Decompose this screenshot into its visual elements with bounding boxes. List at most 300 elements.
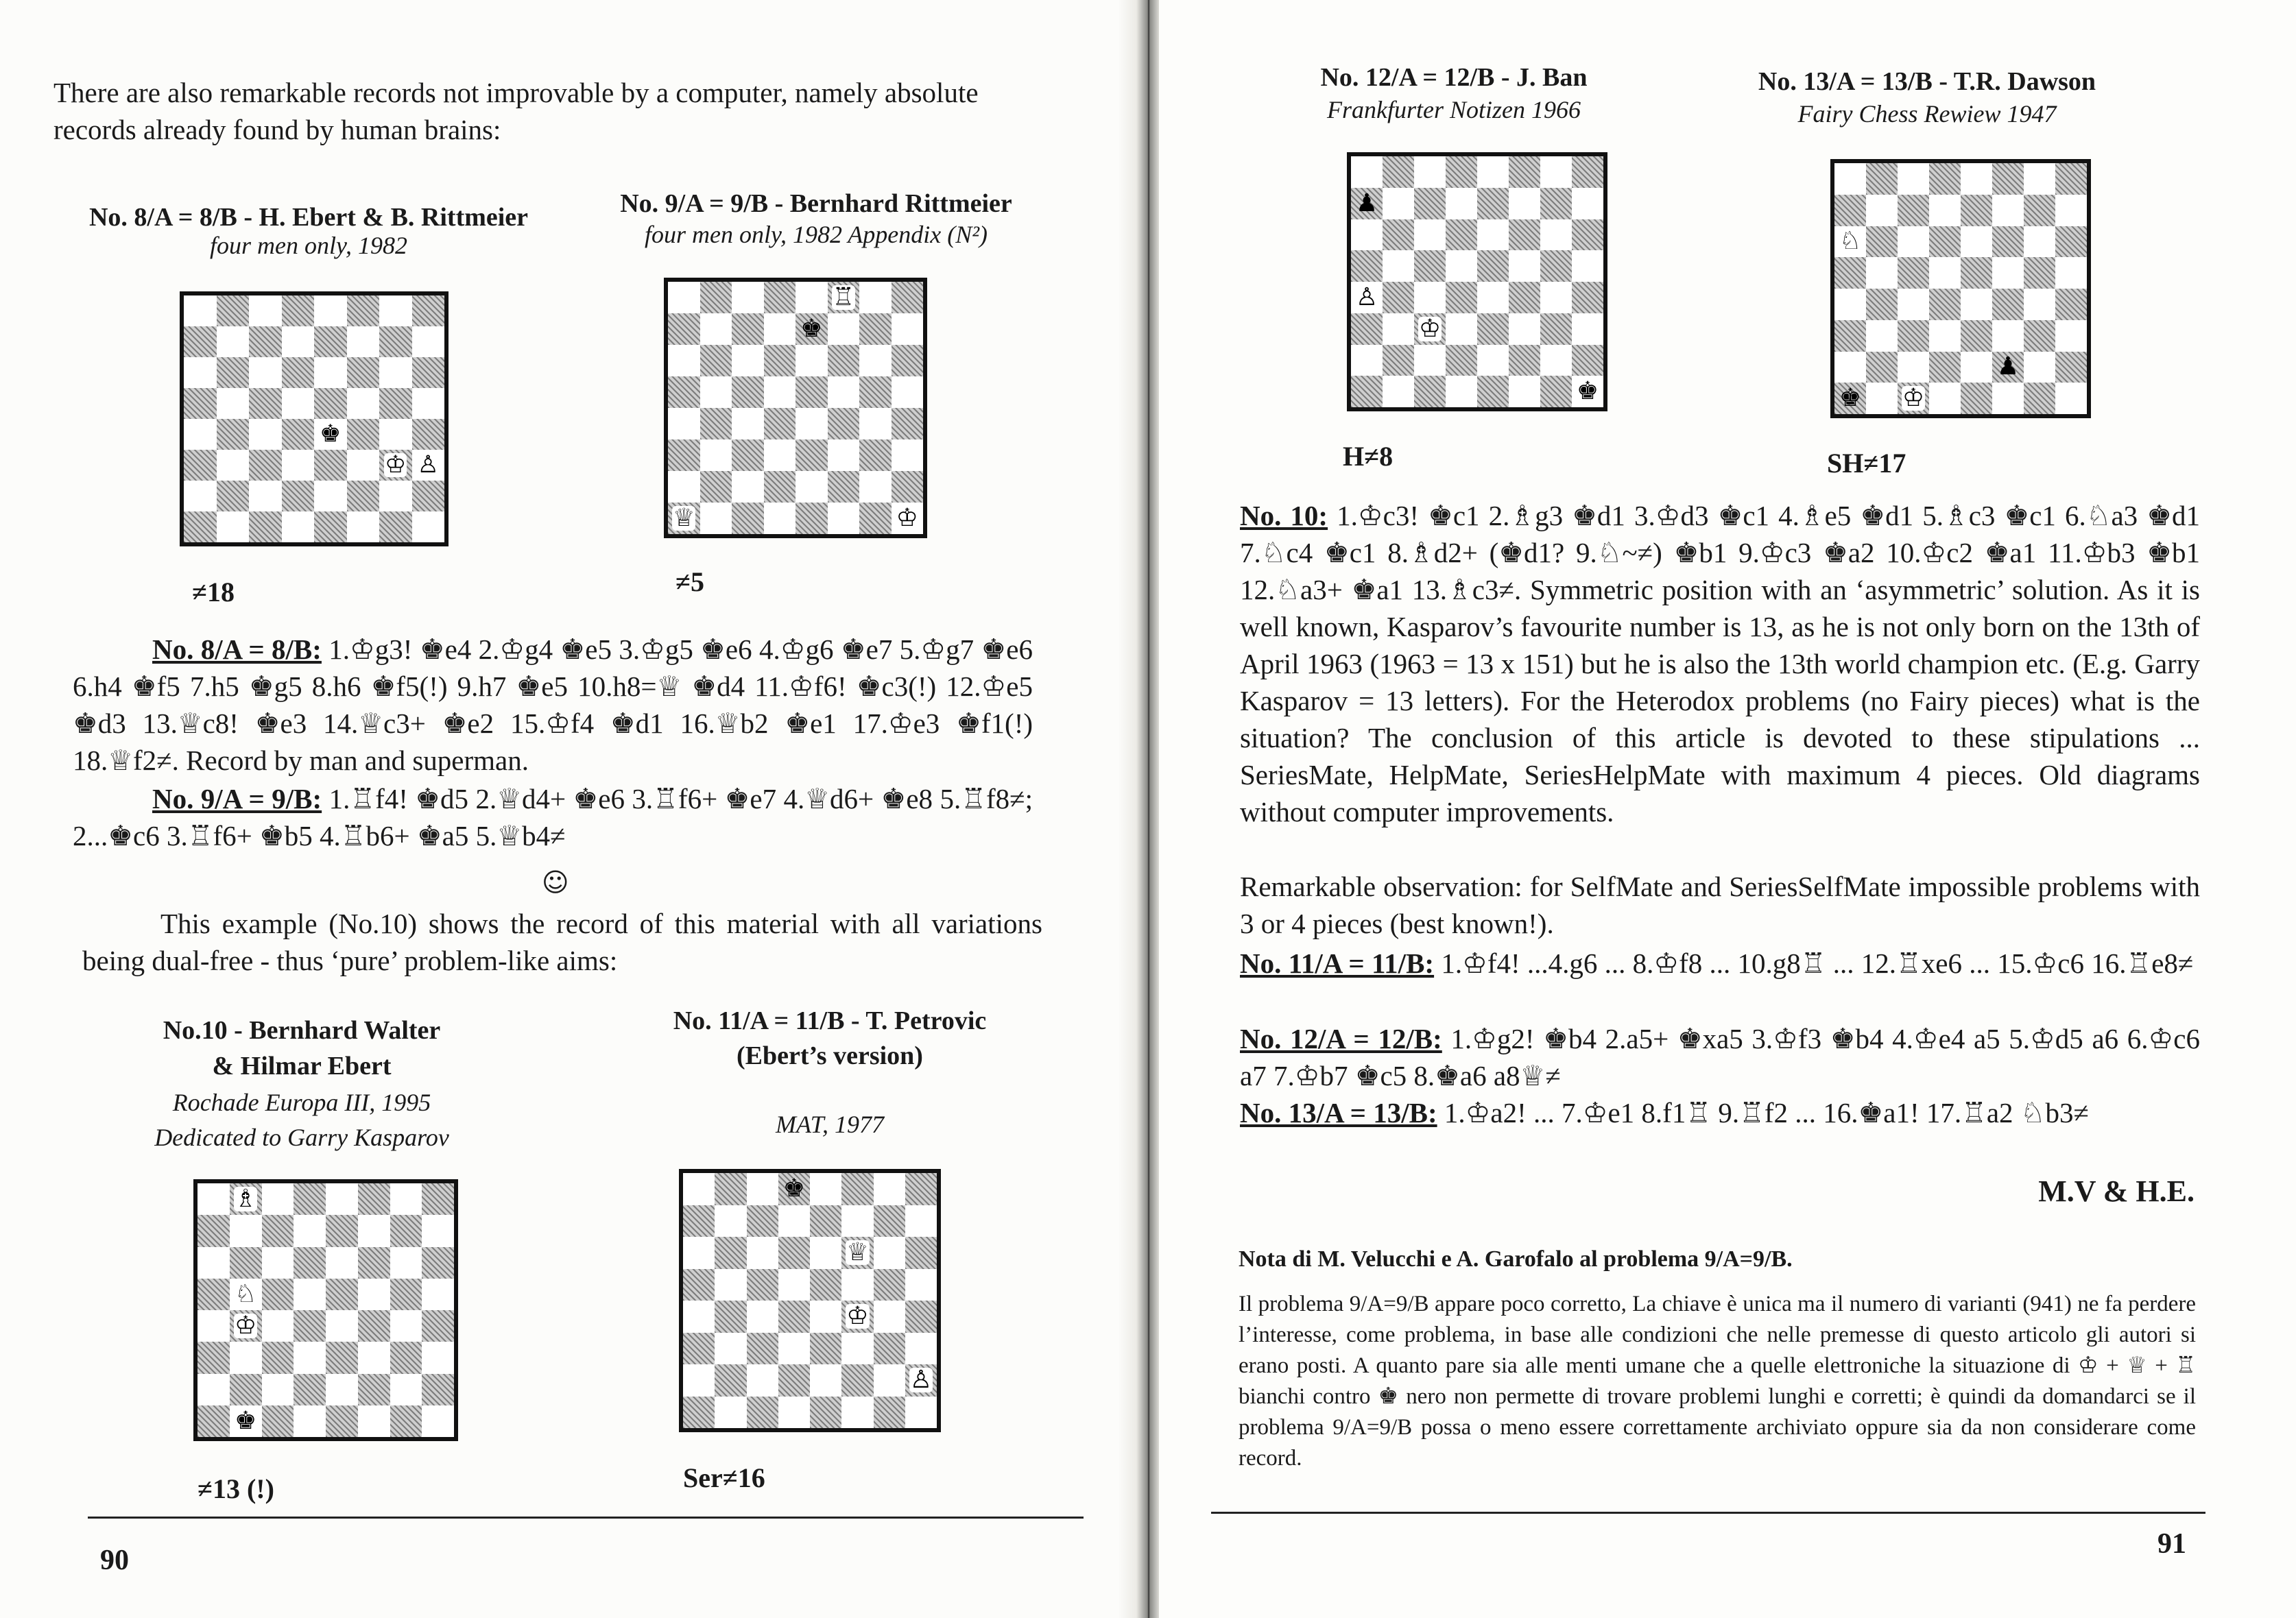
square-b5 <box>1383 250 1414 282</box>
square-b6 <box>715 1237 746 1269</box>
square-h2 <box>892 471 924 503</box>
square-e3 <box>810 1333 841 1365</box>
square-c2 <box>1414 345 1446 376</box>
square-d6 <box>282 357 315 388</box>
square-e2 <box>810 1364 841 1397</box>
square-h7 <box>422 1215 454 1246</box>
right-page <box>1159 0 2296 1618</box>
square-a5 <box>1834 257 1866 289</box>
square-e7 <box>314 326 347 357</box>
square-c5 <box>249 388 282 419</box>
square-e6 <box>1961 226 1992 258</box>
square-f8 <box>1992 163 2024 195</box>
square-d1 <box>1929 383 1961 414</box>
smiley-icon: ☺ <box>542 867 569 897</box>
square-a6 <box>668 345 700 376</box>
square-g5 <box>379 388 412 419</box>
square-g1 <box>1540 376 1572 407</box>
square-g1 <box>859 503 892 534</box>
square-f5 <box>1509 250 1540 282</box>
square-b7 <box>700 313 732 345</box>
solution-13 <box>1240 1094 2214 1131</box>
square-a2 <box>1834 352 1866 383</box>
solution-11-text: 1.♔f4! ...4.g6 ... 8.♔f8 ... 10.g8♖ ... 12.♖xe6 ... 15.♔c6 16.♖e8≠ <box>1434 947 2194 979</box>
square-d8 <box>294 1183 326 1215</box>
square-g8 <box>874 1173 905 1205</box>
piece-black-b1: ♚ <box>234 1406 257 1435</box>
square-c4 <box>1414 282 1446 313</box>
square-d7 <box>1446 188 1477 219</box>
square-d3 <box>282 450 315 481</box>
square-b8 <box>700 282 732 313</box>
square-e1 <box>314 511 347 542</box>
solution-11 <box>1240 945 2200 982</box>
square-b1 <box>230 1405 262 1437</box>
square-g2 <box>1540 345 1572 376</box>
square-f6 <box>358 1247 390 1279</box>
square-c6 <box>249 357 282 388</box>
problem-8-diagram <box>180 291 449 546</box>
square-g8 <box>390 1183 422 1215</box>
square-c7 <box>1898 195 1929 226</box>
problem-11-heading-line2: (Ebert’s version) <box>737 1041 923 1070</box>
square-h8 <box>905 1173 937 1205</box>
square-d8 <box>778 1173 810 1205</box>
square-f8 <box>1509 156 1540 188</box>
square-c6 <box>1898 226 1929 258</box>
square-h6 <box>422 1247 454 1279</box>
square-e5 <box>314 388 347 419</box>
square-b7 <box>1383 188 1414 219</box>
problem-11-heading-line1: No. 11/A = 11/B - T. Petrovic <box>673 1006 987 1035</box>
square-b1 <box>1866 383 1898 414</box>
square-g7 <box>1540 188 1572 219</box>
square-h4 <box>2055 289 2087 320</box>
square-h6 <box>1572 219 1603 251</box>
square-a7 <box>1834 195 1866 226</box>
square-e4 <box>1477 282 1509 313</box>
square-h7 <box>1572 188 1603 219</box>
square-a8 <box>683 1173 715 1205</box>
square-a3 <box>1834 320 1866 352</box>
square-h8 <box>422 1183 454 1215</box>
square-d2 <box>1929 352 1961 383</box>
square-a8 <box>184 295 217 326</box>
square-g1 <box>379 511 412 542</box>
square-h2 <box>422 1374 454 1405</box>
square-c3 <box>1414 313 1446 345</box>
square-b5 <box>1866 257 1898 289</box>
square-f7 <box>841 1205 873 1237</box>
square-d3 <box>764 439 796 471</box>
square-d2 <box>1446 345 1477 376</box>
square-f2 <box>828 471 860 503</box>
square-h3 <box>2055 320 2087 352</box>
square-a2 <box>184 481 217 511</box>
square-c5 <box>1898 257 1929 289</box>
square-d6 <box>778 1237 810 1269</box>
square-a8 <box>1834 163 1866 195</box>
square-b8 <box>715 1173 746 1205</box>
square-d6 <box>764 345 796 376</box>
piece-white-a4: ♙ <box>1355 282 1378 311</box>
square-f6 <box>841 1237 873 1269</box>
square-g1 <box>2024 383 2055 414</box>
square-e8 <box>796 282 828 313</box>
square-a5 <box>184 388 217 419</box>
square-f1 <box>1509 376 1540 407</box>
square-c3 <box>262 1342 294 1373</box>
square-e3 <box>1477 313 1509 345</box>
square-d1 <box>282 511 315 542</box>
square-f2 <box>1992 352 2024 383</box>
piece-white-h1: ♔ <box>896 504 918 532</box>
square-a4 <box>184 419 217 450</box>
piece-black-h1: ♚ <box>1576 377 1599 406</box>
square-b1 <box>217 511 250 542</box>
square-e1 <box>810 1397 841 1429</box>
problem-11-diagram <box>679 1169 941 1432</box>
square-h1 <box>1572 376 1603 407</box>
nota-paragraph: Il problema 9/A=9/B appare poco corretto, La chiave è unica ma il numero di varianti (941) ne fa perdere l’interesse, come problema, in base alle condizioni che nelle premesse di questo articolo gli autori si erano posti. A quanto pare sia alle menti umane che a quelle elettroniche la situazione di ♔ + ♕ + ♖ bianchi contro ♚ nero non permette di trovare problemi lunghi e corretti; è quindi da domandarci se il problema 9/A=9/B possa o meno essere correttamente archiviato oppure sia da non considerare come record. <box>1239 1292 2196 1471</box>
square-e5 <box>810 1269 841 1301</box>
square-a2 <box>683 1364 715 1397</box>
square-b2 <box>1866 352 1898 383</box>
problem-11-stipulation: Ser≠16 <box>683 1462 765 1493</box>
square-h1 <box>2055 383 2087 414</box>
square-c1 <box>1414 376 1446 407</box>
square-c1 <box>249 511 282 542</box>
square-e7 <box>810 1205 841 1237</box>
square-h3 <box>412 450 445 481</box>
square-h1 <box>892 503 924 534</box>
square-g2 <box>390 1374 422 1405</box>
square-f7 <box>1992 195 2024 226</box>
square-e8 <box>1477 156 1509 188</box>
square-c7 <box>1414 188 1446 219</box>
square-e3 <box>326 1342 358 1373</box>
square-e8 <box>1961 163 1992 195</box>
square-f8 <box>347 295 380 326</box>
square-c8 <box>732 282 764 313</box>
square-g7 <box>874 1205 905 1237</box>
square-f1 <box>1992 383 2024 414</box>
problem-13-source: Fairy Chess Rewiew 1947 <box>1797 100 2057 128</box>
footer-rule-right <box>1211 1512 2205 1514</box>
square-b5 <box>217 388 250 419</box>
solution-10-label: No. 10: <box>1240 500 1328 531</box>
square-b3 <box>715 1333 746 1365</box>
square-a3 <box>668 439 700 471</box>
problem-12-diagram <box>1347 152 1607 411</box>
square-g4 <box>1540 282 1572 313</box>
square-g7 <box>379 326 412 357</box>
square-b1 <box>1383 376 1414 407</box>
square-a5 <box>683 1269 715 1301</box>
square-g7 <box>2024 195 2055 226</box>
square-h6 <box>905 1237 937 1269</box>
square-h5 <box>412 388 445 419</box>
square-a8 <box>668 282 700 313</box>
square-a6 <box>184 357 217 388</box>
piece-white-g3: ♔ <box>385 451 407 479</box>
square-e4 <box>326 1310 358 1342</box>
left-page <box>0 0 1138 1618</box>
square-e8 <box>326 1183 358 1215</box>
square-b6 <box>1866 226 1898 258</box>
problem-10-heading-line1: No.10 - Bernhard Walter <box>163 1016 441 1045</box>
square-g3 <box>859 439 892 471</box>
square-b7 <box>217 326 250 357</box>
problem-10-heading-line2: & Hilmar Ebert <box>212 1052 392 1080</box>
solution-13-label: No. 13/A = 13/B: <box>1240 1097 1437 1128</box>
square-a6 <box>198 1247 230 1279</box>
square-h5 <box>2055 257 2087 289</box>
square-b8 <box>230 1183 262 1215</box>
square-b6 <box>217 357 250 388</box>
square-d3 <box>294 1342 326 1373</box>
square-h5 <box>892 376 924 408</box>
square-e8 <box>314 295 347 326</box>
piece-white-b5: ♘ <box>234 1279 257 1308</box>
square-b4 <box>700 408 732 439</box>
square-f3 <box>828 439 860 471</box>
square-g4 <box>379 419 412 450</box>
square-f1 <box>828 503 860 534</box>
square-c1 <box>747 1397 778 1429</box>
piece-black-e7: ♚ <box>800 315 823 343</box>
square-f4 <box>1509 282 1540 313</box>
problem-8-heading: No. 8/A = 8/B - H. Ebert & B. Rittmeier <box>88 203 529 232</box>
square-d3 <box>1929 320 1961 352</box>
square-f2 <box>358 1374 390 1405</box>
square-a5 <box>668 376 700 408</box>
square-d4 <box>1929 289 1961 320</box>
square-e1 <box>1961 383 1992 414</box>
square-b5 <box>715 1269 746 1301</box>
square-d7 <box>294 1215 326 1246</box>
square-d5 <box>778 1269 810 1301</box>
square-d6 <box>1446 219 1477 251</box>
square-e7 <box>1477 188 1509 219</box>
square-f1 <box>347 511 380 542</box>
square-h7 <box>892 313 924 345</box>
square-a5 <box>198 1279 230 1310</box>
piece-white-c1: ♔ <box>1902 384 1925 413</box>
square-f5 <box>347 388 380 419</box>
square-d1 <box>294 1405 326 1437</box>
square-c5 <box>1414 250 1446 282</box>
problem-12-heading: No. 12/A = 12/B - J. Ban <box>1320 63 1588 92</box>
square-b6 <box>700 345 732 376</box>
square-a1 <box>184 511 217 542</box>
square-h1 <box>412 511 445 542</box>
square-b3 <box>230 1342 262 1373</box>
square-c5 <box>732 376 764 408</box>
page-number-right: 91 <box>2157 1528 2186 1560</box>
square-g7 <box>390 1215 422 1246</box>
square-f3 <box>841 1333 873 1365</box>
square-d1 <box>764 503 796 534</box>
square-e3 <box>314 450 347 481</box>
piece-black-f2: ♟ <box>1996 352 2020 381</box>
square-e3 <box>796 439 828 471</box>
square-e4 <box>796 408 828 439</box>
square-b3 <box>1866 320 1898 352</box>
square-a7 <box>1351 188 1383 219</box>
problem-10-dedication: Dedicated to Garry Kasparov <box>154 1124 449 1151</box>
square-f3 <box>347 450 380 481</box>
solution-9-text: 1.♖f4! ♚d5 2.♕d4+ ♚e6 3.♖f6+ ♚e7 4.♕d6+ ♚e8 5.♖f8≠; 2...♚c6 3.♖f6+ ♚b5 4.♖b6+ ♚a5 5.♕b4≠ <box>73 783 1033 852</box>
square-h1 <box>422 1405 454 1437</box>
square-g4 <box>2024 289 2055 320</box>
page-number-left: 90 <box>100 1545 129 1576</box>
square-h8 <box>2055 163 2087 195</box>
solution-10-text: 1.♔c3! ♚c1 2.♗g3 ♚d1 3.♔d3 ♚c1 4.♗e5 ♚d1 5.♗c3 ♚c1 6.♘a3 ♚d1 7.♘c4 ♚c1 8.♗d2+ (♚d1? 9.♘~≠) ♚b1 9.♔c3 ♚a2 10.♔c2 ♚a1 11.♔b3 ♚b1 12.♘a3+ ♚a1 13.♗c3≠. Symmetric position with an ‘asymmetric’ solution. As it is well known, Kasparov’s favourite number is 13, as he is not only born on the 13th of April 1963 (1963 = 13 x 151) but he is also the 13th world champion etc. (E.g. Garry Kasparov = 13 letters). For the Heterodox problems (no Fairy pieces) what is the situation? The conclusion of this article is devoted to these stipulations ... SeriesMate, HelpMate, SeriesHelpMate with maximum 4 pieces. Old diagrams without computer improvements. <box>1240 500 2201 828</box>
square-d1 <box>778 1397 810 1429</box>
square-f4 <box>1992 289 2024 320</box>
problem-9-diagram <box>664 278 927 538</box>
square-f8 <box>841 1173 873 1205</box>
square-c3 <box>249 450 282 481</box>
intro-paragraph: There are also remarkable records not improvable by a computer, namely absolute records already found by human brains: <box>53 77 979 145</box>
square-b5 <box>230 1279 262 1310</box>
square-c8 <box>747 1173 778 1205</box>
square-f5 <box>841 1269 873 1301</box>
square-c4 <box>1898 289 1929 320</box>
square-g3 <box>2024 320 2055 352</box>
problem-12-source: Frankfurter Notizen 1966 <box>1327 96 1581 123</box>
square-c1 <box>262 1405 294 1437</box>
problem-13-heading: No. 13/A = 13/B - T.R. Dawson <box>1758 67 2096 96</box>
square-g5 <box>1540 250 1572 282</box>
square-d2 <box>778 1364 810 1397</box>
square-e2 <box>796 471 828 503</box>
square-h6 <box>412 357 445 388</box>
square-c3 <box>1898 320 1929 352</box>
square-d8 <box>1929 163 1961 195</box>
square-e6 <box>796 345 828 376</box>
square-g5 <box>390 1279 422 1310</box>
square-g2 <box>859 471 892 503</box>
problem-13-diagram <box>1830 159 2091 418</box>
square-e6 <box>314 357 347 388</box>
piece-black-a7: ♟ <box>1355 189 1378 217</box>
square-c4 <box>732 408 764 439</box>
square-e4 <box>314 419 347 450</box>
square-d4 <box>294 1310 326 1342</box>
square-h3 <box>422 1342 454 1373</box>
square-d1 <box>1446 376 1477 407</box>
square-c7 <box>747 1205 778 1237</box>
piece-white-b8: ♗ <box>234 1185 257 1214</box>
footer-rule <box>88 1517 1084 1519</box>
problem-9-stipulation: ≠5 <box>675 566 704 597</box>
square-g5 <box>859 376 892 408</box>
square-b7 <box>715 1205 746 1237</box>
square-a7 <box>668 313 700 345</box>
square-g2 <box>874 1364 905 1397</box>
example-paragraph: This example (No.10) shows the record of this material with all variations being dual-free - thus ‘pure’ problem-like aims: <box>82 908 1042 976</box>
square-e4 <box>810 1301 841 1333</box>
solution-11-label: No. 11/A = 11/B: <box>1240 947 1435 979</box>
square-b8 <box>1383 156 1414 188</box>
solution-8-text: 1.♔g3! ♚e4 2.♔g4 ♚e5 3.♔g5 ♚e6 4.♔g6 ♚e7 5.♔g7 ♚e6 6.h4 ♚f5 7.h5 ♚g5 8.h6 ♚f5(!) 9.h7 ♚e5 10.h8=♕ ♚d4 11.♔f6! ♚c3(!) 12.♔e5 ♚d3 13.♕c8! ♚e3 14.♕c3+ ♚e2 15.♔f4 ♚d1 16.♕b2 ♚e1 17.♔e3 ♚f1(!) 18.♕f2≠. Record by man and superman. <box>73 633 1033 776</box>
square-g6 <box>2024 226 2055 258</box>
square-c5 <box>262 1279 294 1310</box>
square-b1 <box>700 503 732 534</box>
square-f5 <box>358 1279 390 1310</box>
square-h2 <box>1572 345 1603 376</box>
piece-white-f8: ♖ <box>832 283 854 311</box>
square-c8 <box>262 1183 294 1215</box>
square-b2 <box>700 471 732 503</box>
square-b3 <box>700 439 732 471</box>
square-b4 <box>1383 282 1414 313</box>
square-c6 <box>747 1237 778 1269</box>
square-d6 <box>294 1247 326 1279</box>
square-c1 <box>1898 383 1929 414</box>
square-c3 <box>747 1333 778 1365</box>
piece-black-a1: ♚ <box>1839 384 1862 413</box>
square-d7 <box>778 1205 810 1237</box>
square-d3 <box>778 1333 810 1365</box>
square-e5 <box>1961 257 1992 289</box>
square-b8 <box>1866 163 1898 195</box>
square-g4 <box>874 1301 905 1333</box>
square-e6 <box>326 1247 358 1279</box>
square-g1 <box>390 1405 422 1437</box>
square-h7 <box>2055 195 2087 226</box>
square-g8 <box>2024 163 2055 195</box>
square-d5 <box>294 1279 326 1310</box>
square-f5 <box>828 376 860 408</box>
square-d4 <box>778 1301 810 1333</box>
square-g4 <box>390 1310 422 1342</box>
square-g3 <box>874 1333 905 1365</box>
square-c7 <box>249 326 282 357</box>
square-d4 <box>1446 282 1477 313</box>
solution-12-label: No. 12/A = 12/B: <box>1240 1023 1442 1054</box>
square-c4 <box>747 1301 778 1333</box>
piece-white-a1: ♕ <box>673 504 695 532</box>
square-f6 <box>1992 226 2024 258</box>
square-a7 <box>198 1215 230 1246</box>
solution-9 <box>73 780 1033 854</box>
square-a7 <box>184 326 217 357</box>
square-f8 <box>358 1183 390 1215</box>
square-a3 <box>184 450 217 481</box>
square-c1 <box>732 503 764 534</box>
square-f8 <box>828 282 860 313</box>
square-b1 <box>715 1397 746 1429</box>
square-b6 <box>1383 219 1414 251</box>
square-h2 <box>412 481 445 511</box>
square-e7 <box>796 313 828 345</box>
square-g6 <box>1540 219 1572 251</box>
square-g6 <box>390 1247 422 1279</box>
square-f2 <box>347 481 380 511</box>
square-e5 <box>326 1279 358 1310</box>
square-e5 <box>1477 250 1509 282</box>
problem-9-source: four men only, 1982 Appendix (N²) <box>644 221 988 248</box>
square-e6 <box>810 1237 841 1269</box>
square-g8 <box>1540 156 1572 188</box>
square-a6 <box>1834 226 1866 258</box>
square-e8 <box>810 1173 841 1205</box>
square-g6 <box>379 357 412 388</box>
square-c8 <box>1414 156 1446 188</box>
